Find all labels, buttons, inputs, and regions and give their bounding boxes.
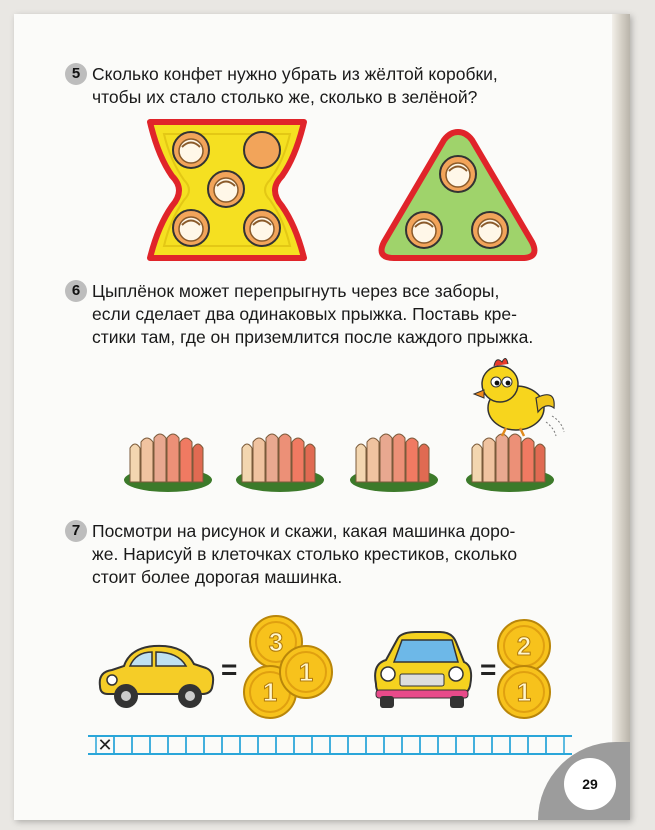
grid-cell[interactable] [132, 736, 150, 754]
grid-cell[interactable] [402, 736, 420, 754]
page-spine [612, 14, 630, 820]
grid-cell[interactable] [150, 736, 168, 754]
grid-cell[interactable] [204, 736, 222, 754]
grid-cell[interactable] [348, 736, 366, 754]
task-7-line-2: же. Нарисуй в клеточках столько крестиков, сколько [92, 544, 518, 564]
yellow-car-icon [94, 636, 218, 712]
task-5-text [92, 63, 594, 109]
coin [278, 644, 334, 700]
grid-cell[interactable] [168, 736, 186, 754]
answer-grid [88, 728, 576, 764]
fence [122, 428, 214, 494]
workbook-page [14, 14, 630, 820]
grid-cell[interactable] [366, 736, 384, 754]
grid-cell[interactable] [384, 736, 402, 754]
grid-cell[interactable] [312, 736, 330, 754]
coin [496, 664, 552, 720]
grid-cell[interactable] [222, 736, 240, 754]
candy [404, 210, 444, 250]
candy [242, 208, 282, 248]
task-6-text [92, 280, 594, 349]
grid-cell[interactable] [258, 736, 276, 754]
grid-cell[interactable] [276, 736, 294, 754]
task-5 [71, 63, 594, 109]
equals-sign: = [480, 654, 497, 685]
grid-cell[interactable] [294, 736, 312, 754]
coin-value: 1 [262, 677, 278, 707]
grid-cell[interactable] [456, 736, 474, 754]
candy [171, 130, 211, 170]
grid-cell[interactable] [420, 736, 438, 754]
task-6 [71, 280, 594, 349]
candy [470, 210, 510, 250]
grid-cell[interactable] [546, 736, 564, 754]
grid-cell[interactable] [240, 736, 258, 754]
grid-cell[interactable] [114, 736, 132, 754]
grid-cell[interactable] [528, 736, 546, 754]
blue-car-icon [366, 624, 478, 710]
task-number-badge: 7 [65, 520, 87, 542]
task-7-line-1: Посмотри на рисунок и скажи, какая машинка доро- [92, 521, 516, 541]
grid-cell[interactable] [474, 736, 492, 754]
equals-sign: = [221, 654, 238, 685]
task-6-line-2: если сделает два одинаковых прыжка. Поставь кре- [92, 304, 517, 324]
task-number-badge: 5 [65, 63, 87, 85]
coin-value: 2 [516, 631, 532, 661]
coin-value: 1 [298, 657, 314, 687]
grid-cell[interactable] [438, 736, 456, 754]
page-number: 29 [564, 758, 616, 810]
task-5-line-1: Сколько конфет нужно убрать из жёлтой коробки, [92, 64, 498, 84]
task-number-badge: 6 [65, 280, 87, 302]
chick-icon [466, 352, 570, 438]
task-5-line-2: чтобы их стало столько же, сколько в зелёной? [92, 87, 478, 107]
grid-cell[interactable] [330, 736, 348, 754]
coin-value: 3 [268, 627, 284, 657]
coin-value: 1 [516, 677, 532, 707]
task-7 [71, 520, 594, 589]
grid-cell[interactable] [492, 736, 510, 754]
task-6-line-1: Цыплёнок может перепрыгнуть через все заборы, [92, 281, 500, 301]
candy [242, 130, 282, 170]
fence [348, 428, 440, 494]
candy [438, 154, 478, 194]
grid-cell[interactable] [186, 736, 204, 754]
task-6-line-3: стики там, где он приземлится после каждого прыжка. [92, 327, 534, 347]
task-7-text [92, 520, 594, 589]
candy [171, 208, 211, 248]
grid-cell[interactable] [510, 736, 528, 754]
task-7-line-3: стоит более дорогая машинка. [92, 567, 343, 587]
green-candy-box [374, 126, 542, 264]
fence [234, 428, 326, 494]
cross-mark: ✕ [97, 735, 113, 756]
candy [206, 169, 246, 209]
